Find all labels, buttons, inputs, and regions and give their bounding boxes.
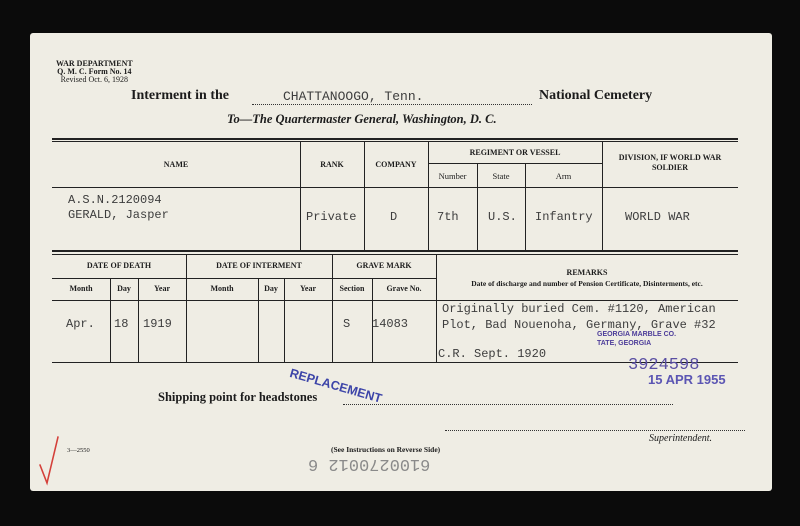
header-death-day: Day <box>117 284 131 293</box>
header-date-of-interment: DATE OF INTERMENT <box>216 261 302 270</box>
remarks-line-3: C.R. Sept. 1920 <box>438 347 547 361</box>
form-code: 3—2550 <box>67 447 90 454</box>
checkmark-icon <box>38 435 60 487</box>
section-value: S <box>343 317 351 331</box>
replacement-stamp: REPLACEMENT <box>288 366 384 406</box>
number-value: 7th <box>437 210 459 224</box>
state-value: U.S. <box>488 210 517 224</box>
reverse-instructions: (See Instructions on Reverse Side) <box>331 445 441 454</box>
header-grave-no: Grave No. <box>386 284 422 293</box>
header-grave-mark: GRAVE MARK <box>356 261 412 270</box>
death-month-value: Apr. <box>66 317 95 331</box>
superintendent-line <box>445 430 745 431</box>
shipping-label: Shipping point for headstones <box>158 390 318 404</box>
form-header <box>56 60 133 84</box>
grave-no-value: 14083 <box>372 317 409 331</box>
header-death-month: Month <box>69 284 93 293</box>
death-day-value: 18 <box>114 317 129 331</box>
rank-value: Private <box>306 210 357 224</box>
header-death-year: Year <box>154 284 170 293</box>
remarks-line-2: Plot, Bad Nouenoha, Germany, Grave #32 <box>442 318 716 332</box>
header-name: NAME <box>163 160 189 169</box>
remarks-line-1: Originally buried Cem. #1120, American <box>442 302 716 316</box>
header-division: DIVISION, IF WORLD WAR SOLDIER <box>618 153 722 172</box>
form-header-form-no: Q. M. C. Form No. 14 <box>57 67 132 76</box>
arm-value: Infantry <box>535 210 593 224</box>
header-remarks: REMARKS <box>566 268 608 277</box>
header-interment-year: Year <box>300 284 316 293</box>
top-table-border <box>52 138 738 140</box>
to-line: To—The Quartermaster General, Washington, D. C. <box>227 112 497 126</box>
header-number: Number <box>438 171 467 181</box>
header-company: COMPANY <box>375 160 417 169</box>
header-regiment: REGIMENT OR VESSEL <box>469 148 561 157</box>
cemetery-underline <box>252 104 532 105</box>
serial-number: 6100270012 6 <box>308 454 431 473</box>
marble-co-name: GEORGIA MARBLE CO. <box>597 331 677 338</box>
form-header-revised: Revised Oct. 6, 1928 <box>60 75 128 84</box>
title-suffix: National Cemetery <box>539 88 653 103</box>
header-date-of-death: DATE OF DEATH <box>86 261 152 270</box>
company-value: D <box>390 210 398 224</box>
header-arm: Arm <box>555 171 572 181</box>
title-prefix: Interment in the <box>131 88 229 103</box>
asn-value: A.S.N.2120094 <box>68 193 162 207</box>
shipping-line <box>343 404 673 405</box>
division-value: WORLD WAR <box>625 210 690 224</box>
marble-co-stamp <box>597 330 676 348</box>
cemetery-name: CHATTANOOGO, Tenn. <box>283 89 424 104</box>
header-state: State <box>492 171 510 181</box>
header-rank: RANK <box>320 160 344 169</box>
form-header-department: WAR DEPARTMENT <box>56 59 133 68</box>
interment-card <box>30 33 772 491</box>
marble-co-location: TATE, GEORGIA <box>597 340 652 347</box>
name-value: GERALD, Jasper <box>68 208 169 222</box>
header-section: Section <box>339 284 365 293</box>
header-remarks-sub: Date of discharge and number of Pension Certificate, Disinterments, etc. <box>471 279 703 288</box>
header-interment-month: Month <box>210 284 234 293</box>
order-number-stamp: 3924598 <box>628 356 700 375</box>
superintendent-label: Superintendent. <box>649 433 713 444</box>
date-stamp: 15 APR 1955 <box>648 372 726 387</box>
death-year-value: 1919 <box>143 317 172 331</box>
header-interment-day: Day <box>264 284 278 293</box>
